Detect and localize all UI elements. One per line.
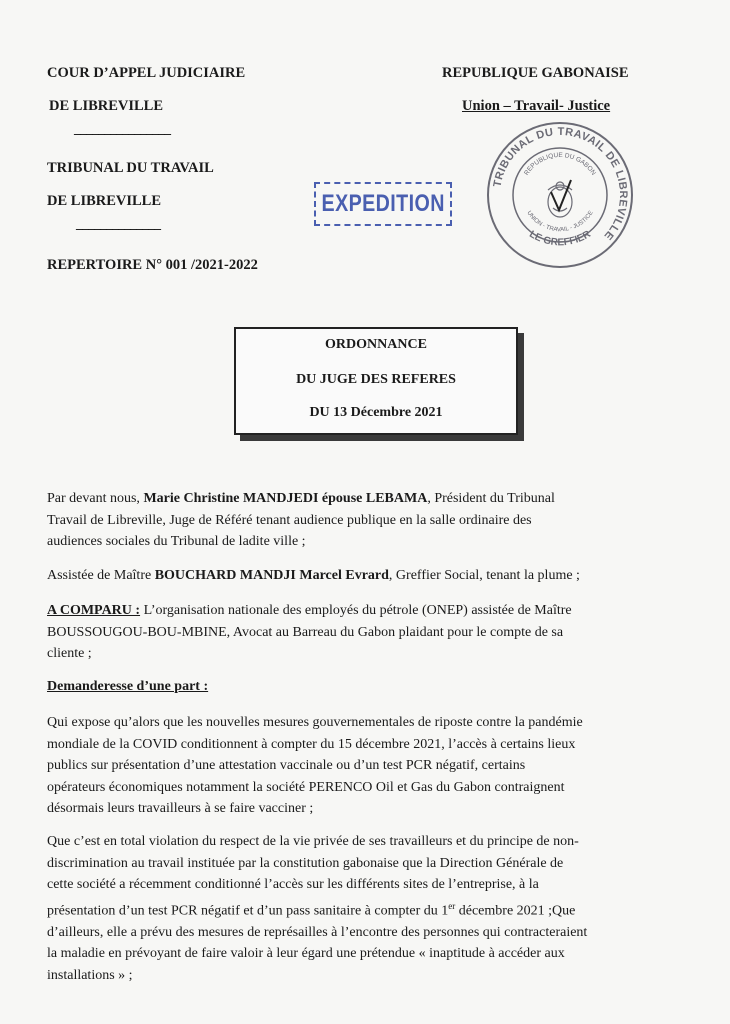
comparu-label: A COMPARU :: [47, 603, 141, 618]
text-span: publics sur présentation d’une attestation vaccinale ou d’un test PCR négatif, certains: [47, 758, 526, 773]
text-span: , Président du Tribunal: [427, 491, 555, 506]
paragraph-exposition: [47, 712, 653, 820]
court-name-line1: COUR D’APPEL JUDICIAIRE: [47, 65, 246, 81]
paragraph-appearance: [47, 600, 653, 665]
seal-outer-text: TRIBUNAL DU TRAVAIL DE LIBREVILLE: [491, 125, 630, 243]
text-span: BOUSSOUGOU-BOU-MBINE, Avocat au Barreau du Gabon plaidant pour le compte de sa: [47, 624, 564, 640]
text-span: d’ailleurs, elle a prévu des mesures de représailles à l’encontre des personnes qui contracteraient: [47, 924, 588, 940]
republic-title: REPUBLIQUE GABONAISE: [442, 65, 629, 81]
text-span: Par devant nous,: [47, 491, 144, 506]
paragraph-violation: [47, 831, 653, 986]
text-span: décembre 2021 ;Que: [455, 903, 576, 919]
text-span: Que c’est en total violation du respect de la vie privée de ses travailleurs et du principe de non-: [47, 834, 579, 849]
svg-text:TRIBUNAL DU TRAVAIL DE LIBREVI: [492, 126, 629, 242]
svg-text:UNION - TRAVAIL - JUSTICE: [525, 210, 594, 233]
text-span: présentation d’un test PCR négatif et d’un pass sanitaire à compter du 1: [47, 903, 449, 919]
court-seal-icon: [485, 120, 635, 270]
text-span: désormais leurs travailleurs à se faire vacciner ;: [47, 801, 314, 816]
text-span: audiences sociales du Tribunal de ladite ville ;: [47, 534, 306, 549]
seal-bottom-text: LE GREFFIER: [527, 228, 593, 249]
expedition-stamp: [314, 182, 452, 226]
text-span: L’organisation nationale des employés du pétrole (ONEP) assistée de Maître: [140, 603, 572, 618]
ordinance-title-box: [234, 327, 518, 435]
judge-name: Marie Christine MANDJEDI épouse LEBAMA: [143, 491, 428, 506]
text-span: Qui expose qu’alors que les nouvelles mesures gouvernementales de riposte contre la pandémie: [47, 715, 583, 730]
tribunal-name-line1: TRIBUNAL DU TRAVAIL: [47, 160, 214, 176]
repertoire-number: REPERTOIRE N° 001 /2021-2022: [47, 257, 258, 273]
court-name-line2: DE LIBREVILLE: [49, 98, 164, 114]
text-span: , Greffier Social, tenant la plume ;: [388, 568, 580, 583]
separator-line: ______________: [76, 217, 160, 232]
paragraph-presiding-judge: [47, 488, 653, 553]
text-span: opérateurs économiques notamment la société PERENCO Oil et Gas du Gabon contraignent: [47, 779, 565, 795]
clerk-name: BOUCHARD MANDJI Marcel Evrard: [154, 568, 389, 583]
text-span: cliente ;: [47, 646, 92, 661]
ordinance-title: ORDONNANCE: [325, 337, 427, 352]
text-span: mondiale de la COVID conditionnent à compter du 15 décembre 2021, l’accès à certains lieux: [47, 736, 576, 752]
ordinance-subtitle: DU JUGE DES REFERES: [296, 372, 456, 387]
separator-line: ________________: [74, 122, 170, 137]
seal-inner-text: REPUBLIQUE DU GABON: [523, 151, 597, 177]
paragraph-clerk: [47, 565, 653, 587]
tribunal-name-line2: DE LIBREVILLE: [47, 193, 162, 209]
expedition-stamp-label: EXPEDITION: [321, 190, 445, 217]
text-span: cette société a récemment conditionné l’accès sur les différents sites de l’entreprise, à la: [47, 877, 539, 892]
superscript: er: [448, 900, 456, 911]
demanderesse-heading: Demanderesse d’une part :: [47, 679, 209, 694]
seal-motto-text: UNION - TRAVAIL - JUSTICE: [525, 210, 595, 234]
text-span: la maladie en prévoyant de faire valoir à leur égard une prétendue « inaptitude à accéder aux: [47, 946, 565, 962]
text-span: Travail de Libreville, Juge de Référé tenant audience publique en la salle ordinaire des: [47, 512, 532, 528]
republic-motto: Union – Travail- Justice: [462, 98, 611, 114]
text-span: installations » ;: [47, 967, 133, 983]
text-span: Assistée de Maître: [47, 568, 155, 583]
ordinance-date: DU 13 Décembre 2021: [309, 405, 443, 420]
section-heading: [47, 676, 208, 698]
text-span: discrimination au travail instituée par la constitution gabonaise que la Direction Générale de: [47, 855, 564, 871]
